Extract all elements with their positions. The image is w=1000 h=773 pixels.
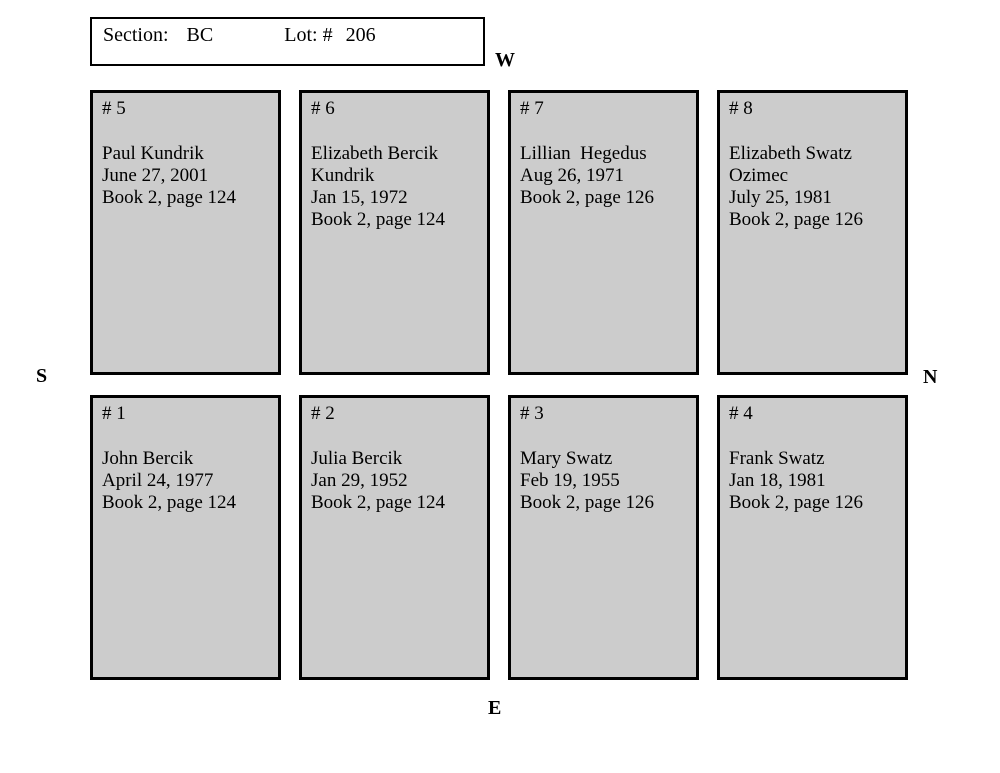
lot-label: Lot: #	[284, 24, 333, 46]
plot-number: # 4	[729, 403, 753, 424]
compass-east-label: E	[488, 697, 502, 719]
plot-text-line: Book 2, page 126	[729, 209, 864, 230]
plot-2	[299, 395, 490, 680]
plot-4	[717, 395, 908, 680]
plot-text-line: Book 2, page 124	[102, 492, 237, 513]
plot-details	[102, 448, 270, 514]
plot-number: # 1	[102, 403, 126, 424]
plot-text-line: Book 2, page 126	[729, 492, 864, 513]
plot-5	[90, 90, 281, 375]
plot-text-line: Jan 29, 1952	[311, 470, 408, 491]
plot-number: # 6	[311, 98, 335, 119]
plot-number: # 2	[311, 403, 335, 424]
section-value: BC	[186, 24, 214, 46]
plot-text-line: Lillian Hegedus	[520, 143, 647, 164]
plot-text-line: Book 2, page 126	[520, 187, 655, 208]
plot-details	[520, 143, 688, 209]
plot-number: # 3	[520, 403, 544, 424]
plot-text-line: Frank Swatz	[729, 448, 825, 469]
plot-details	[311, 143, 479, 231]
plot-number: # 7	[520, 98, 544, 119]
plot-8	[717, 90, 908, 375]
section-label: Section:	[103, 24, 169, 46]
plot-text-line: Elizabeth Swatz	[729, 143, 852, 164]
plot-7	[508, 90, 699, 375]
plot-1	[90, 395, 281, 680]
plot-text-line: Book 2, page 126	[520, 492, 655, 513]
plot-details	[102, 143, 270, 209]
plot-text-line: Feb 19, 1955	[520, 470, 620, 491]
plot-details	[520, 448, 688, 514]
plot-text-line: Elizabeth Bercik	[311, 143, 439, 164]
plot-text-line: Jan 18, 1981	[729, 470, 826, 491]
plot-text-line: Jan 15, 1972	[311, 187, 408, 208]
compass-west-label: W	[495, 49, 515, 71]
plot-details	[729, 448, 897, 514]
plot-3	[508, 395, 699, 680]
plots-grid	[90, 90, 908, 680]
plot-text-line: Mary Swatz	[520, 448, 613, 469]
plot-number: # 5	[102, 98, 126, 119]
plot-details	[311, 448, 479, 514]
compass-north-label: N	[923, 366, 938, 388]
plot-text-line: Ozimec	[729, 165, 789, 186]
plot-text-line: Book 2, page 124	[311, 492, 446, 513]
section-lot-header	[90, 17, 485, 66]
plot-text-line: April 24, 1977	[102, 470, 214, 491]
plot-text-line: Paul Kundrik	[102, 143, 204, 164]
plot-text-line: Aug 26, 1971	[520, 165, 624, 186]
compass-south-label: S	[36, 365, 48, 387]
plot-text-line: June 27, 2001	[102, 165, 209, 186]
lot-value: 206	[345, 24, 376, 46]
plot-6	[299, 90, 490, 375]
plot-details	[729, 143, 897, 231]
plot-text-line: Book 2, page 124	[311, 209, 446, 230]
plot-text-line: July 25, 1981	[729, 187, 832, 208]
plot-text-line: Kundrik	[311, 165, 375, 186]
plot-text-line: Julia Bercik	[311, 448, 403, 469]
plot-number: # 8	[729, 98, 753, 119]
plot-text-line: Book 2, page 124	[102, 187, 237, 208]
plot-text-line: John Bercik	[102, 448, 194, 469]
